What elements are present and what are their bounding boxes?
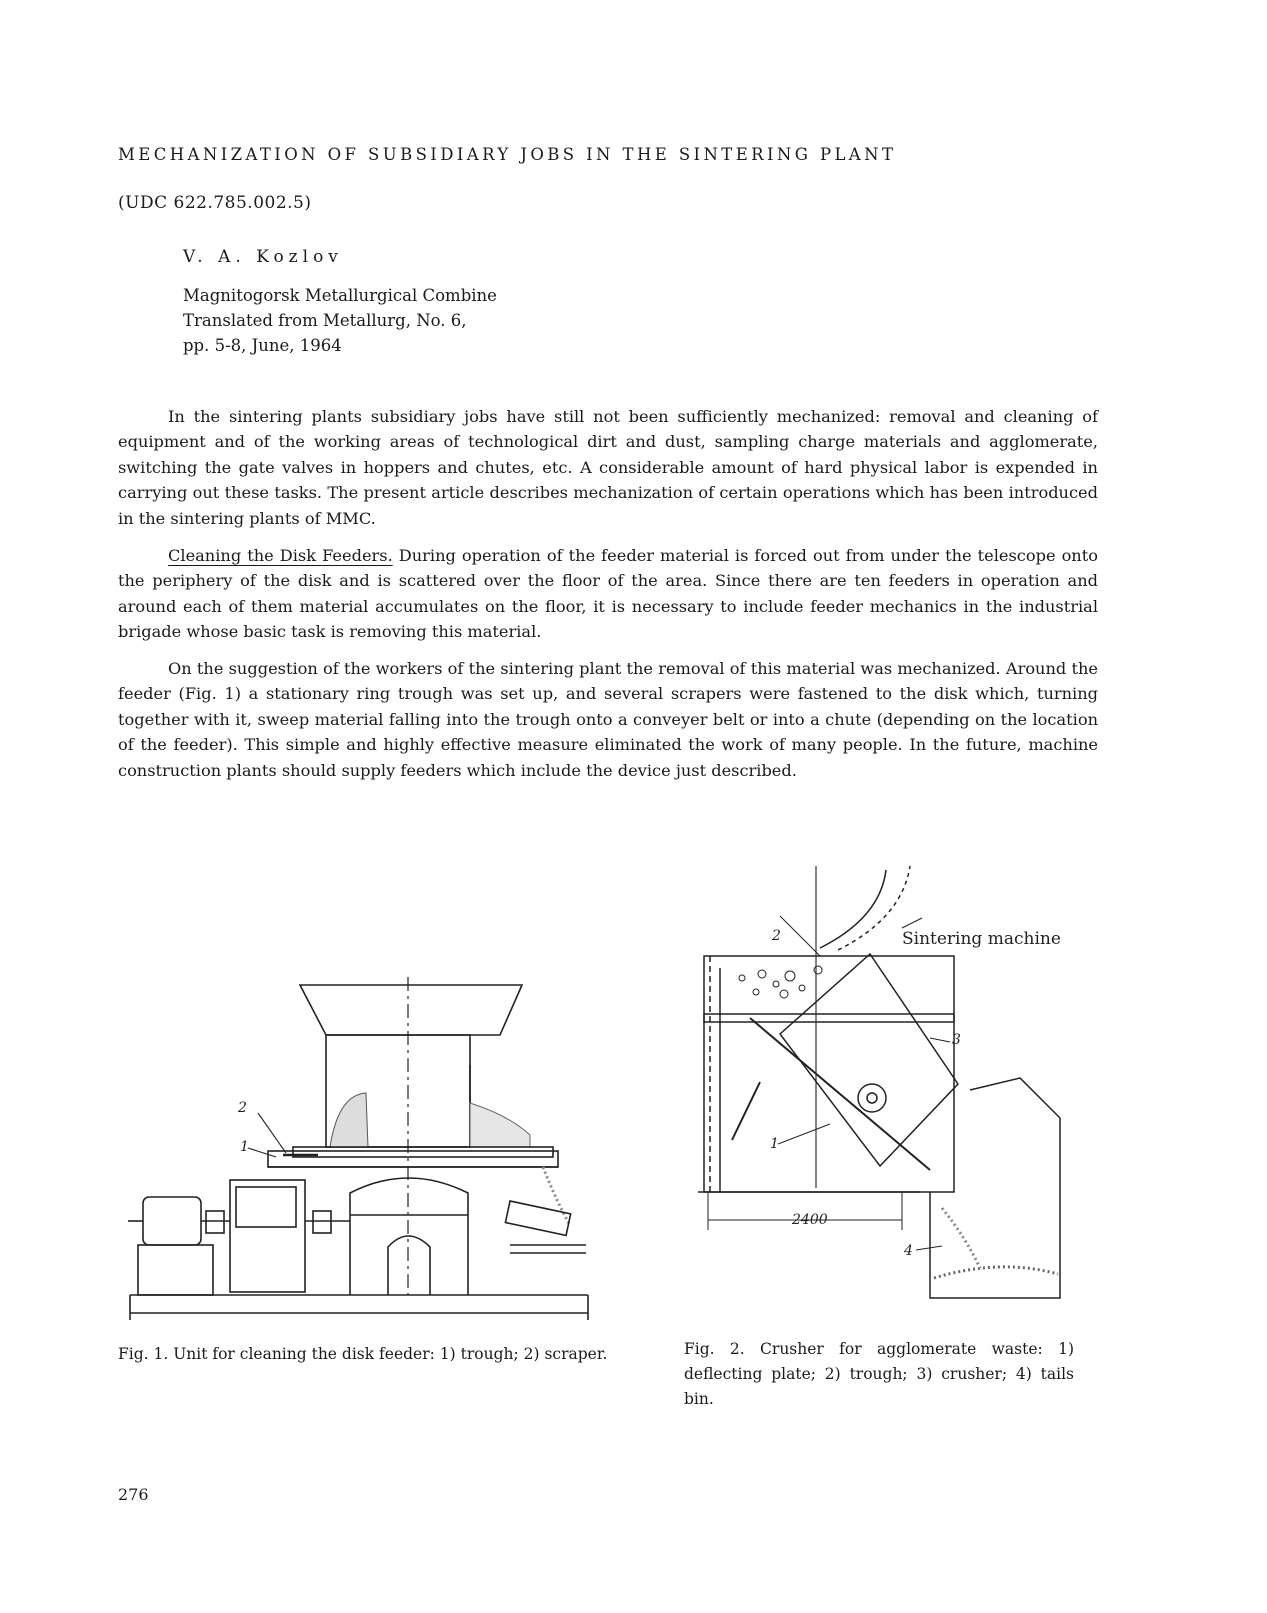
- crusher-rotor: [858, 1084, 886, 1112]
- page-number: 276: [118, 1485, 149, 1504]
- paragraph-disk-feeders: [118, 543, 1098, 645]
- fig1-label-1: 1: [240, 1139, 249, 1155]
- figure-2-caption: Fig. 2. Crusher for agglomerate waste: 1) deflecting plate; 2) trough; 3) crusher; 4) tails bin.: [684, 1340, 1074, 1408]
- fig1-label-2: 2: [238, 1100, 247, 1116]
- gearbox: [230, 1180, 305, 1292]
- paragraph-body: During operation of the feeder material is forced out from under the telescope onto the periphery of the disk and is scattered over the floor of the area. Since there are ten feeders in operation and around each of them material accumulates on the floor, it is necessary to include feeder mechanics in the industrial brigade whose basic task is removing this material.: [118, 546, 1098, 642]
- affiliation-block: [183, 283, 497, 358]
- sintering-chute: [820, 870, 886, 948]
- material-pile: [330, 1093, 368, 1147]
- base-plinth: [138, 1245, 213, 1295]
- figure-2-drawing: [680, 858, 1080, 1318]
- tails-bin: [930, 1078, 1060, 1298]
- fig2-label-3: 3: [952, 1032, 961, 1048]
- paragraph-intro: In the sintering plants subsidiary jobs have still not been sufficiently mechanized: removal and cleaning of equipment and of the working areas of technological dirt and dust, sampling charge materials and agglomerate, switching the gate valves in hoppers and chutes, etc. A considerable amount of hard physical labor is expended in carrying out these tasks. The present article describes mechanization of certain operations which has been introduced in the sintering plants of MMC.: [118, 407, 1098, 528]
- fig2-label-1: 1: [770, 1136, 779, 1152]
- pages-line: pp. 5-8, June, 1964: [183, 336, 342, 355]
- falling-material: [543, 1167, 570, 1225]
- feeder-disk: [293, 1147, 553, 1157]
- figure-1-caption: Fig. 1. Unit for cleaning the disk feeder: 1) trough; 2) scraper.: [118, 1345, 608, 1363]
- coupling: [313, 1211, 331, 1233]
- agglomerate-chunks: [739, 966, 822, 998]
- author-name: V. A. Kozlov: [183, 247, 343, 267]
- fig2-dimension: 2400: [792, 1212, 828, 1228]
- sintering-machine-label: Sintering machine: [902, 929, 1061, 949]
- fig2-label-2: 2: [772, 928, 781, 944]
- trough: [780, 954, 958, 1166]
- section-heading: Cleaning the Disk Feeders.: [168, 546, 393, 565]
- paragraph-mechanization: On the suggestion of the workers of the sintering plant the removal of this material was mechanized. Around the feeder (Fig. 1) a stationary ring trough was set up, and several scrapers were fastened to the disk which, turning together with it, sweep material falling into the trough onto a conveyer belt or into a chute (depending on the location of the feeder). This simple and highly effective measure eliminated the work of many people. In the future, machine construction plants should supply feeders which include the device just described.: [118, 659, 1098, 780]
- source-line: Translated from Metallurg, No. 6,: [183, 311, 467, 330]
- fig2-label-4: 4: [904, 1243, 913, 1259]
- ring-trough: [268, 1151, 558, 1167]
- motor: [143, 1197, 201, 1245]
- hopper-funnel: [300, 985, 522, 1035]
- udc-code: (UDC 622.785.002.5): [118, 193, 312, 213]
- article-title: MECHANIZATION OF SUBSIDIARY JOBS IN THE SINTERING PLANT: [118, 145, 897, 164]
- conveyor: [505, 1201, 570, 1235]
- affiliation-line: Magnitogorsk Metallurgical Combine: [183, 286, 497, 305]
- material-pile-right: [470, 1103, 530, 1147]
- figure-1-drawing: [118, 975, 598, 1325]
